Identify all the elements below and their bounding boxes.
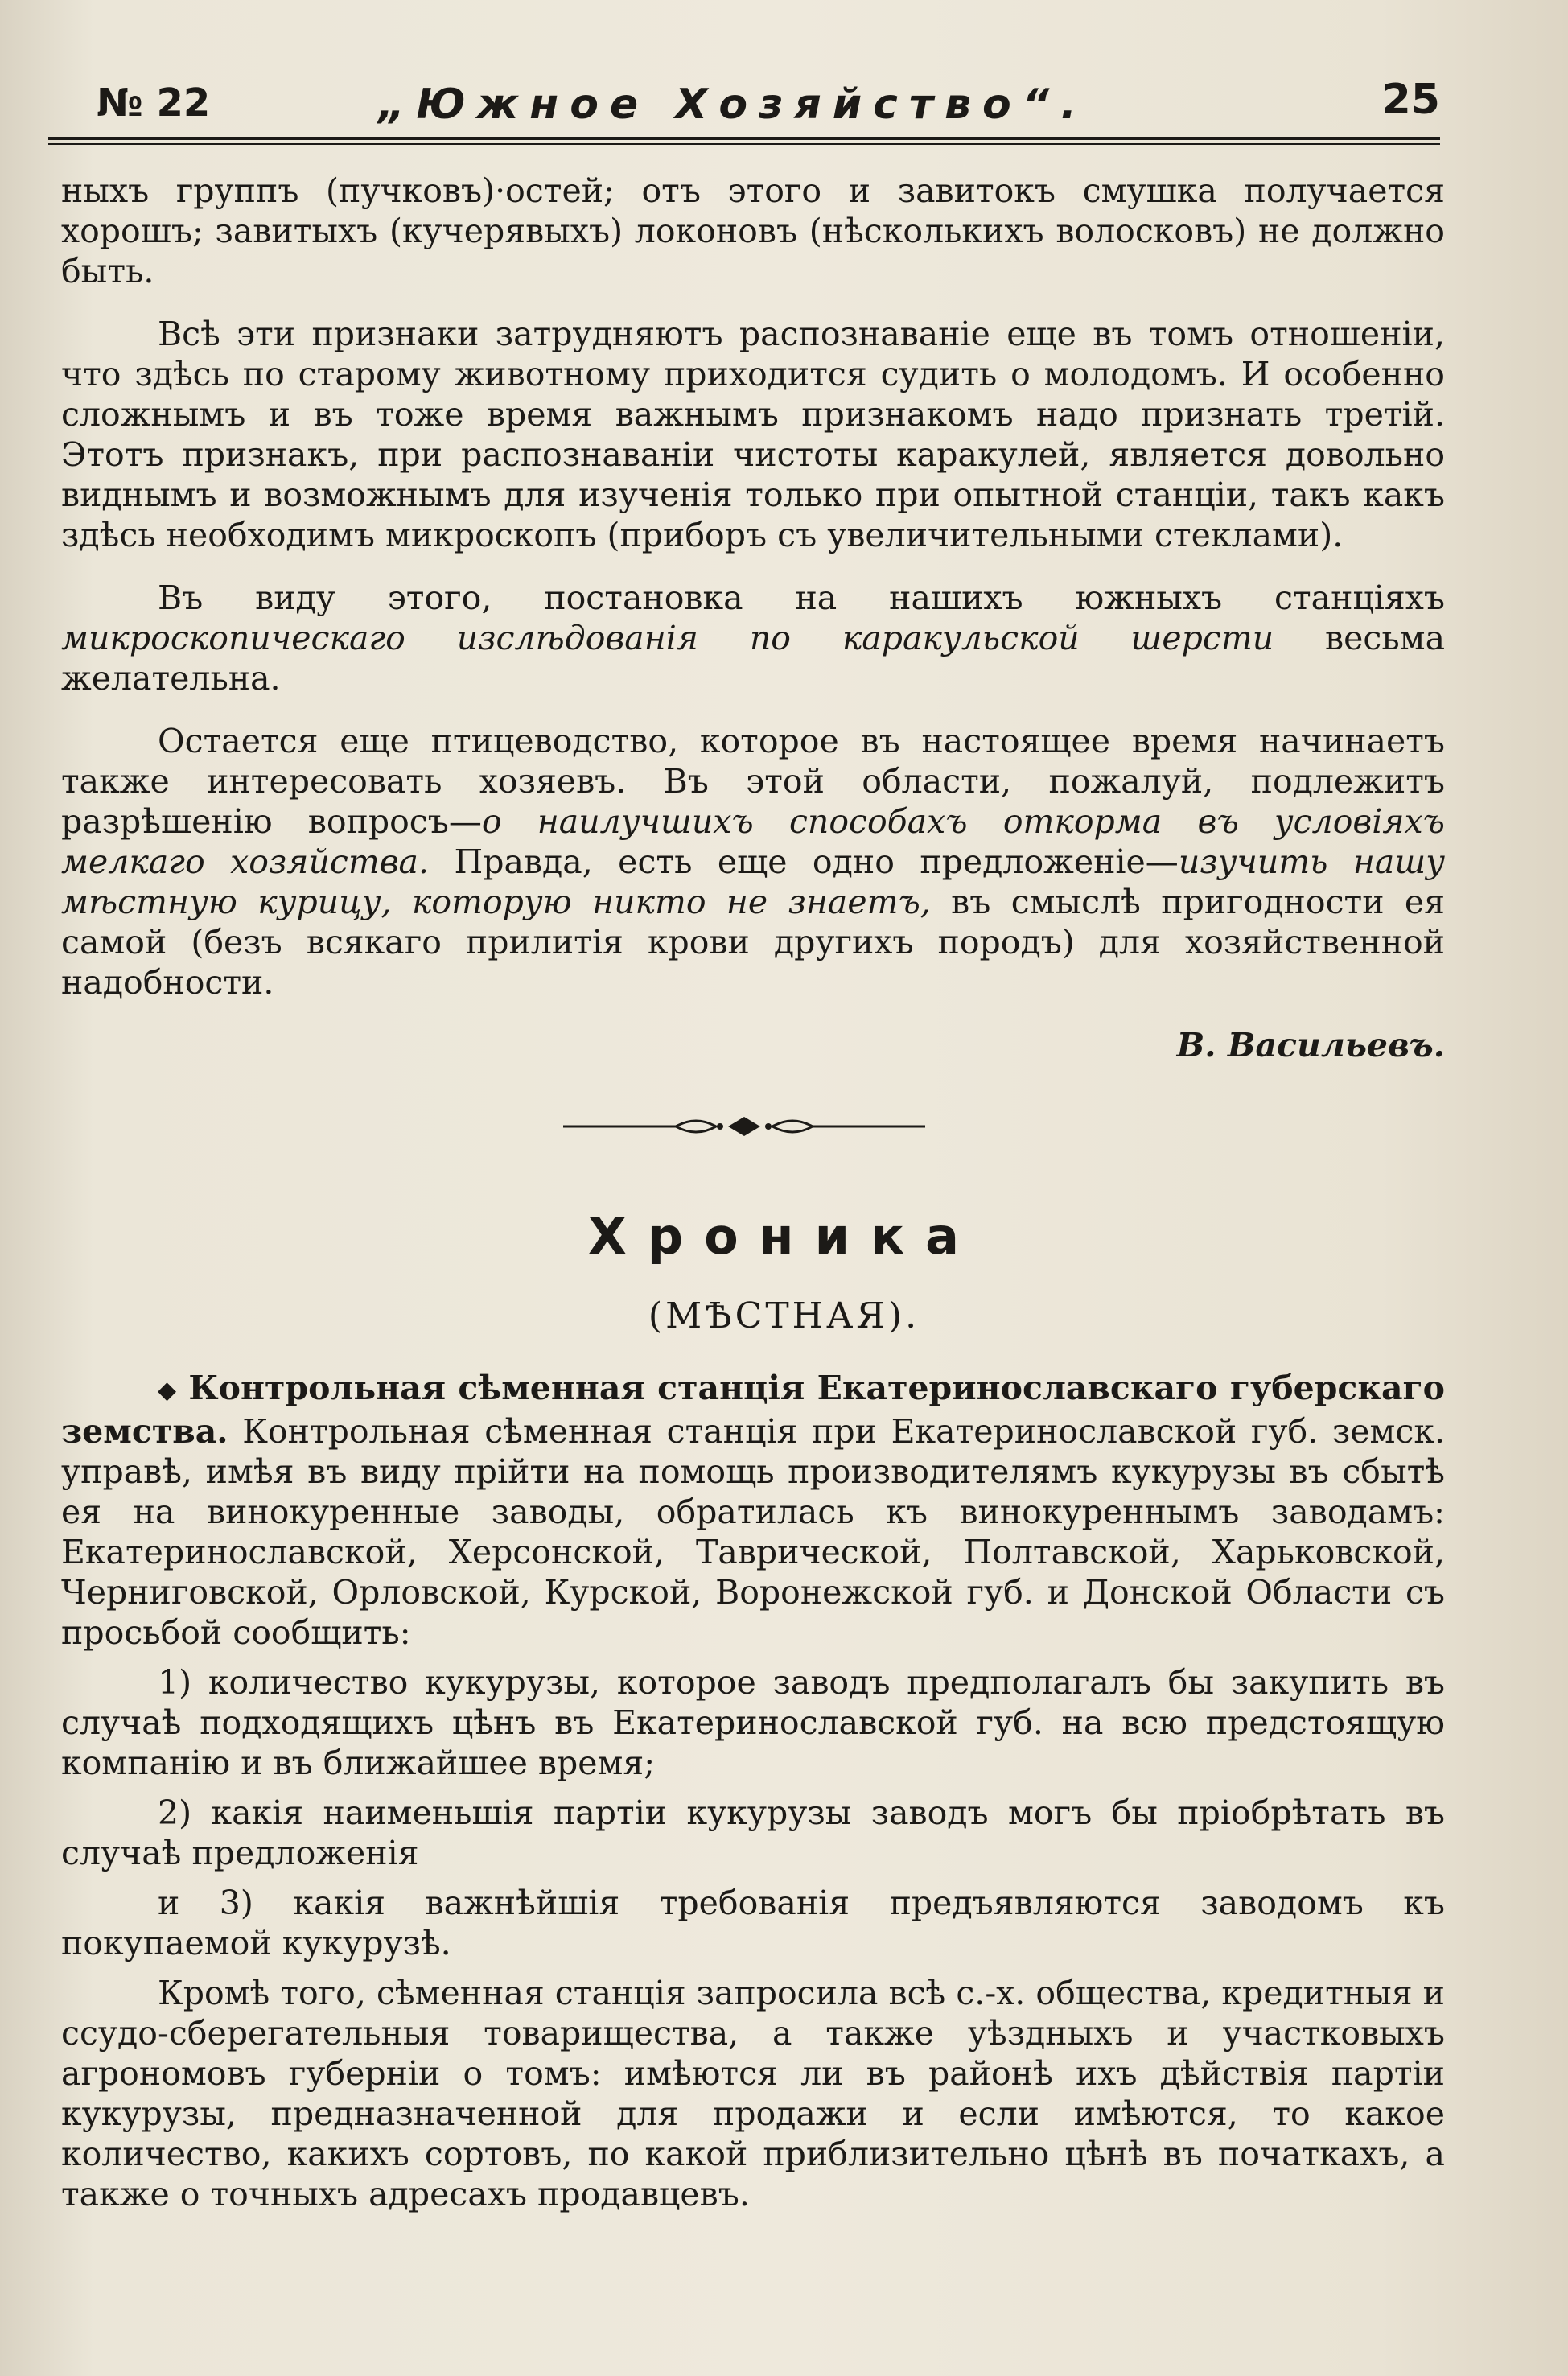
chronicle-title: Хроника [588,1207,980,1266]
chronicle-item [61,1368,1445,1653]
page-header [97,71,1440,135]
chronicle-point: 2) какiя наименьшiя партiи кукурузы заводъ могъ бы прiобрѣтать въ случаѣ предложенiя [61,1793,1445,1872]
issue-number: № 22 [97,80,211,126]
pointing-hand-icon: ◆ [158,1376,178,1405]
chronicle-body [61,1368,1445,2224]
article-paragraph: Всѣ эти признаки затрудняютъ распознаванiе еще въ томъ отношенiи, что здѣсь по старому животному приходится судить о молодомъ. И особенно сложнымъ и въ тоже время важнымъ признакомъ надо признать третiй. Этотъ признакъ, при распознаванiи чистоты каракулей, является довольно виднымъ и возможнымъ для изученiя только при опытной станцiи, такъ какъ здѣсь необходимъ микроскопъ (приборъ съ увеличительными стеклами). [61,315,1445,554]
chronicle-point: 1) количество кукурузы, которое заводъ предполагалъ бы закупить въ случаѣ подходящихъ цѣнъ въ Екатеринославской губ. на всю предстоящую компанiю и въ ближайшее время; [61,1662,1445,1782]
header-rule-thin [48,143,1440,145]
chronicle-subtitle: (МѢСТНАЯ). [648,1295,920,1336]
paragraph-text: въ смыслѣ пригодности ея самой (безъ всякаго прилитiя крови другихъ породъ) для хозяйственной надобности. [61,883,1446,1002]
article-body [61,171,1445,1088]
article-paragraph [61,578,1445,698]
chronicle-item-text: Контрольная сѣменная станцiя при Екатеринославской губ. земск. управѣ, имѣя въ виду прiйти на помощь производителямъ кукурузы въ сбытѣ ея на винокуренные заводы, обратилась къ винокуреннымъ заводамъ: Екатеринославской, Херсонской, Таврической, Полтавской, Харьковской, Черниговской, Орловской, Курской, Воронежской губ. и Донской Области съ просьбой сообщить: [61,1411,1445,1652]
journal-title: „Южное Хозяйство“. [378,80,1088,129]
paragraph-text: Остается еще птицеводство, которое въ настоящее время начинаетъ также интересовать хозяевъ. Въ этой области, пожалуй, подлежитъ разрѣшенiю вопросъ— [61,722,1445,841]
author-signature: В. Васильевъ. [1176,1026,1445,1064]
article-paragraph [61,721,1445,1003]
emphasis-text: о наилучшихъ способахъ откорма въ условiяхъ мелкаго хозяйства. [61,802,1446,881]
paragraph-text: Правда, есть еще одно предложенiе— [429,842,1179,881]
chronicle-item-heading: Контрольная сѣменная станцiя Екатеринославскаго губерскаго земства. [61,1369,1445,1451]
article-paragraph: ныхъ группъ (пучковъ)·остей; отъ этого и завитокъ смушка получается хорошъ; завитыхъ (кучерявыхъ) локоновъ (нѣсколькихъ волосковъ) не должно быть. [61,171,1445,290]
chronicle-point: и 3) какiя важнѣйшiя требованiя предъявляются заводомъ къ покупаемой кукурузѣ. [61,1883,1445,1962]
paragraph-text: Въ виду этого, постановка на нашихъ южныхъ станцiяхъ [158,579,1445,617]
header-rule [48,137,1440,140]
chronicle-closing: Кромѣ того, сѣменная станцiя запросила всѣ с.-х. общества, кредитныя и ссудо-сберегательныя товарищества, а также уѣздныхъ и участковыхъ агрономовъ губернiи о томъ: имѣются ли въ районѣ ихъ дѣйствiя партiи кукурузы, предназначенной для продажи и если имѣются, то какое количество, какихъ сортовъ, по какой приблизительно цѣнѣ въ початкахъ, а также о точныхъ адресахъ продавцевъ. [61,1973,1445,2213]
emphasis-text: изучить нашу мѣстную курицу, которую никто не знаетъ, [61,842,1445,921]
paragraph-text: весьма желательна. [61,619,1446,698]
page-number: 25 [1381,76,1440,124]
emphasis-text: микроскопическаго изслѣдованiя по каракульской шерсти [61,619,1274,657]
section-ornament [563,1110,925,1143]
